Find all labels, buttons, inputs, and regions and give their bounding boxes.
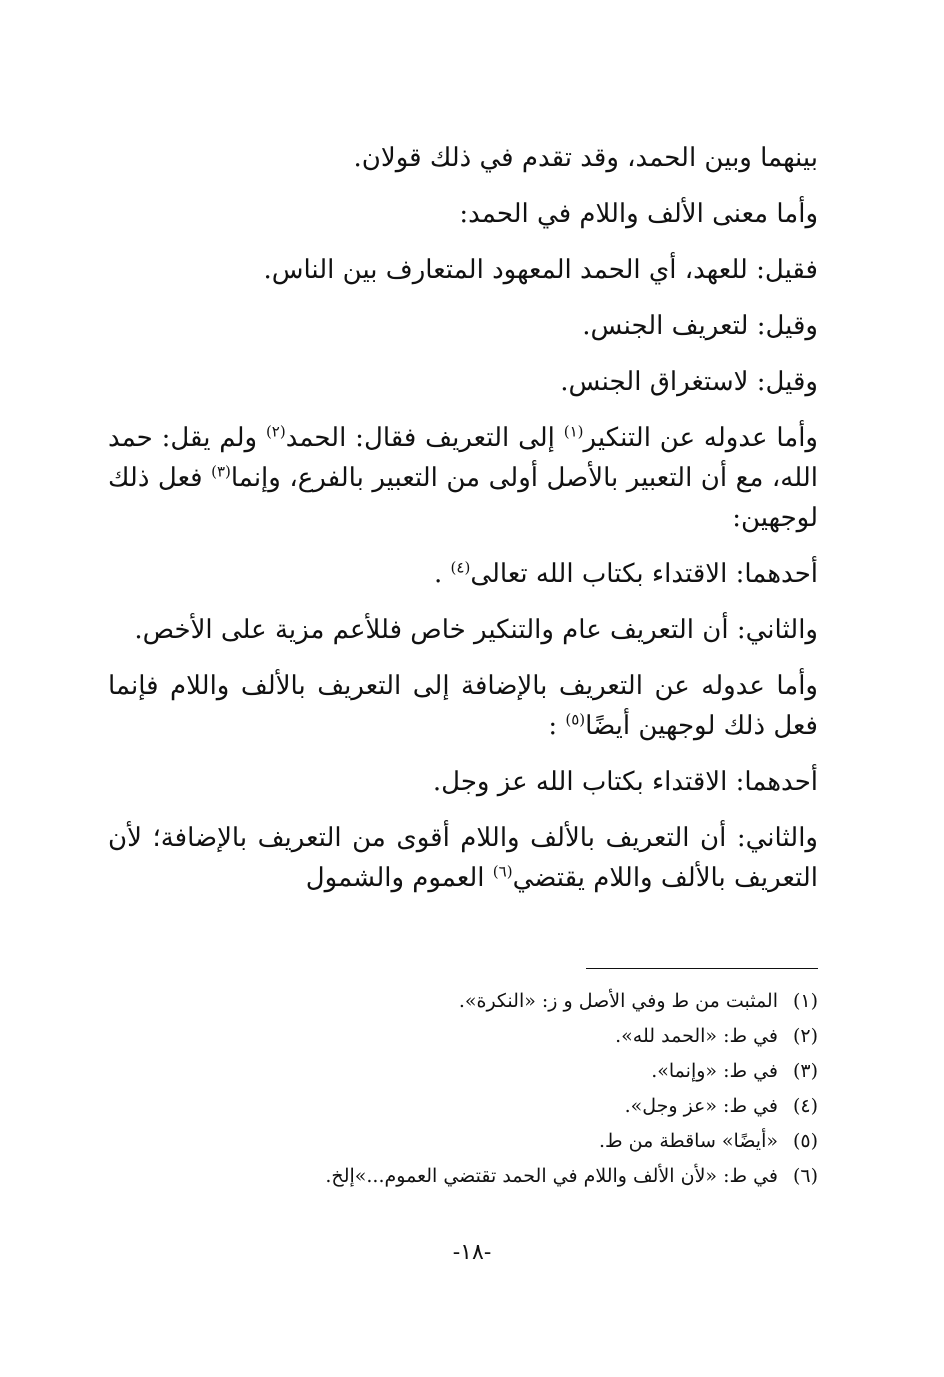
footnote-item [118,1159,818,1194]
paragraph-11-part-a: والثاني: أن التعريف بالألف واللام أقوى من التعريف بالإضافة؛ لأن التعريف بالألف واللام يقتضي [108,823,818,893]
paragraph-4: وقيل: لتعريف الجنس. [582,311,818,341]
paragraph-5: وقيل: لاستغراق الجنس. [560,367,818,397]
footnote-text: المثبت من ط وفي الأصل و ز: «النكرة». [458,990,778,1012]
footnote-number: (١) [792,990,818,1012]
paragraph-3: فقيل: للعهد، أي الحمد المعهود المتعارف بين الناس. [263,255,818,285]
paragraph-9-part-a: وأما عدوله عن التعريف بالإضافة إلى التعريف بالألف واللام فإنما فعل ذلك لوجهين أيضًا [108,671,818,741]
paragraph-6-part-b: إلى التعريف فقال: الحمد [285,423,564,453]
paragraph-7 [108,554,818,594]
footnotes [118,984,818,1194]
paragraph-11-part-b: العموم والشمول [305,863,493,893]
paragraph-10: أحدهما: الاقتداء بكتاب الله عز وجل. [432,767,818,797]
paragraph-7-part-b: . [434,559,451,589]
footnote-number: (٦) [792,1165,818,1187]
main-text [108,138,818,914]
footnote-ref-4: (٤) [450,558,471,577]
footnote-ref-5: (٥) [565,710,586,729]
footnote-number: (٤) [792,1095,818,1117]
paragraph-6-part-c: ولم يقل: حمد الله، مع أن التعبير بالأصل أولى من التعبير بالفرع، وإنما [108,423,818,493]
paragraph-2: وأما معنى الألف واللام في الحمد: [459,199,818,229]
page-number: -١٨- [452,1240,492,1265]
footnote-text: في ط: «عز وجل». [624,1095,778,1117]
footnote-item [118,1124,818,1159]
footnote-text: في ط: «الحمد لله». [615,1025,778,1047]
footnote-text: في ط: «لأن الألف واللام في الحمد تقتضي العموم...»إلخ. [325,1165,778,1187]
paragraph-6-part-a: وأما عدوله عن التنكير [583,423,818,453]
footnote-separator [586,968,818,969]
paragraph-11 [108,818,818,898]
footnote-item [118,1019,818,1054]
paragraph-7-part-a: أحدهما: الاقتداء بكتاب الله تعالى [470,559,818,589]
paragraph-9-part-b: : [548,711,566,741]
footnote-text: في ط: «وإنما». [651,1060,778,1082]
footnote-ref-2: (٢) [265,422,286,441]
paragraph-9 [108,666,818,746]
footnote-number: (٥) [792,1130,818,1152]
footnote-number: (٢) [792,1025,818,1047]
paragraph-6-part-d: فعل ذلك لوجهين: [108,463,818,533]
paragraph-6 [108,418,818,538]
paragraph-1: بينهما وبين الحمد، وقد تقدم في ذلك قولان. [353,143,818,173]
footnote-ref-3: (٣) [211,462,231,481]
footnote-text: «أيضًا» ساقطة من ط. [598,1130,778,1152]
footnote-item [118,1054,818,1089]
footnote-item [118,1089,818,1124]
footnote-number: (٣) [792,1060,818,1082]
footnote-ref-6: (٦) [492,862,513,881]
footnote-ref-1: (١) [563,422,584,441]
footnote-item [118,984,818,1019]
paragraph-8: والثاني: أن التعريف عام والتنكير خاص فللأعم مزية على الأخص. [134,615,818,645]
